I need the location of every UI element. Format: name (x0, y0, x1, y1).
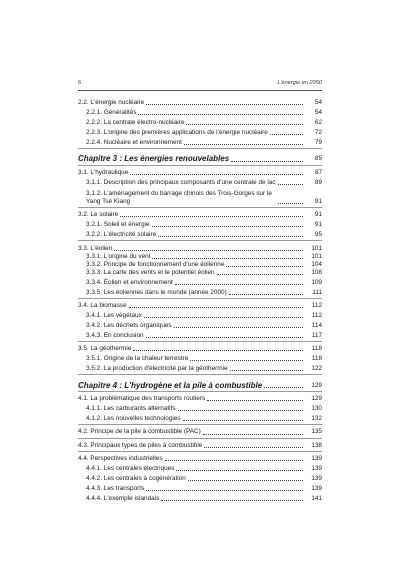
toc-entry-page: 108 (311, 268, 322, 276)
toc-dot-leader (190, 360, 303, 361)
toc-entry (78, 330, 322, 340)
toc-entry-page: 141 (311, 495, 322, 503)
toc-entry-page: 72 (314, 129, 322, 136)
toc-dot-leader (184, 144, 303, 145)
toc-entry-label: 2.2. L'énergie nucléaire (78, 99, 145, 106)
toc-entry-page: 129 (311, 395, 322, 402)
toc-entry (78, 413, 322, 423)
toc-entry-label: 3.4.1. Les végétaux (86, 311, 142, 319)
toc-dot-leader (146, 104, 303, 105)
toc-entry-page: 54 (314, 109, 322, 116)
toc-entry-label: 3.3.4. Éolien et environnement (86, 278, 173, 286)
page-number: 6 (78, 80, 82, 86)
toc-entry (78, 493, 322, 503)
toc-dot-leader (114, 250, 303, 251)
toc-entry-page: 109 (311, 278, 322, 286)
toc-entry-label: 2.2.3. L'origine des premières applications de l'énergie nucléaire (86, 129, 268, 136)
toc-dot-leader (203, 434, 303, 435)
toc-entry-page: 101 (311, 252, 322, 260)
toc-separator (78, 165, 322, 166)
toc-entry-page: 79 (314, 139, 322, 146)
toc-entry (78, 463, 322, 473)
toc-dot-leader (183, 420, 303, 421)
toc-dot-leader (161, 500, 303, 501)
toc-entry-label: 4.1.1. Les carburants alternatifs (86, 405, 176, 412)
toc-entry (78, 187, 322, 206)
toc-entry (78, 137, 322, 147)
toc-dot-leader (188, 480, 303, 481)
toc-separator (78, 391, 322, 392)
toc-entry-label: 3.1. L'hydraulique (78, 168, 129, 176)
toc-entry-page: 139 (311, 455, 322, 463)
toc-entry (78, 209, 322, 219)
toc-entry-label: 4.1. La problématique des transports routiers (78, 395, 206, 402)
toc-entry-page: 114 (311, 321, 322, 329)
toc-dot-leader (144, 317, 303, 318)
toc-chapter-entry (78, 377, 322, 390)
toc-entry-page: 117 (311, 331, 322, 339)
toc-entry (78, 300, 322, 310)
toc-entry-page: 112 (311, 311, 322, 319)
toc-entry (78, 277, 322, 287)
toc-entry-label: 3.3. L'éolien (78, 244, 113, 252)
toc-entry-label: 4.4. Perspectives industrielles (78, 455, 163, 463)
toc-separator (78, 438, 322, 439)
toc-entry (78, 353, 322, 363)
toc-entry-page: 139 (311, 485, 322, 493)
toc-entry (78, 253, 322, 261)
toc-entry-page: 139 (311, 465, 322, 473)
toc-entry-label: 4.4.2. Les centrales à cogénération (86, 475, 186, 483)
toc-entry-label: 4.4.4. L'exemple islandais (86, 495, 160, 503)
toc-entry-label: 2.2.2. La centrale électro-nucléaire (86, 119, 185, 126)
toc-dot-leader (186, 124, 303, 125)
toc-entry (78, 310, 322, 320)
toc-entry-page: 112 (311, 301, 322, 309)
toc-dot-leader (138, 114, 303, 115)
toc-entry-label: 3.4. La biomasse (78, 301, 127, 309)
toc-entry-label: 2.2.1. Généralités (86, 109, 137, 116)
toc-entry-label: 3.2.1. Soleil et énergie (86, 221, 150, 229)
running-title: L'énergie en 2050 (277, 80, 322, 86)
toc-entry-label: 3.5.2. La production d'électricité par la géothermie (86, 365, 228, 373)
toc-dot-leader (229, 294, 303, 295)
toc-entry (78, 287, 322, 297)
toc-entry (78, 403, 322, 413)
toc-dot-leader (270, 134, 303, 135)
toc-entry (78, 269, 322, 277)
toc-dot-leader (264, 387, 303, 388)
toc-entry-label: 3.4.2. Les déchets organiques (86, 321, 172, 329)
toc-separator (78, 451, 322, 452)
toc-entry-label: 3.2.2. L'électricité solaire (86, 231, 157, 239)
toc-entry (78, 177, 322, 187)
toc-entry-page: 118 (311, 355, 322, 363)
toc-separator (78, 374, 322, 375)
toc-entry-label: 3.2. Le solaire (78, 211, 119, 219)
toc-entry-label: 3.3.5. Les éoliennes dans le monde (année 2000) (86, 288, 227, 296)
toc-dot-leader (231, 161, 303, 162)
toc-entry-label: 3.1.2. L'aménagement du barrage chinois des Trois-Gorges sur le Yang Tsé Kiang (86, 189, 272, 205)
toc-entry-page: 118 (311, 345, 322, 353)
toc-dot-leader (226, 266, 303, 267)
toc-entry-page: 91 (314, 197, 322, 205)
toc-entry (78, 440, 322, 450)
toc-entry (78, 426, 322, 436)
toc-entry-label: Chapitre 4 : L'hydrogène et la pile à combustible (78, 380, 263, 390)
table-of-contents (78, 97, 322, 503)
toc-separator (78, 148, 322, 149)
toc-entry (78, 97, 322, 107)
toc-dot-leader (120, 216, 303, 217)
toc-entry-page: 132 (311, 415, 322, 422)
toc-entry-page: 101 (311, 244, 322, 252)
toc-entry-page: 130 (311, 405, 322, 412)
toc-entry-page: 89 (314, 178, 322, 186)
toc-dot-leader (129, 307, 303, 308)
toc-entry (78, 320, 322, 330)
toc-entry-label: Chapitre 3 : Les énergies renouvelables (78, 154, 230, 164)
toc-dot-leader (158, 236, 303, 237)
toc-entry-label: 3.4.3. En conclusion (86, 331, 144, 339)
toc-entry-page: 129 (311, 381, 322, 389)
toc-dot-leader (278, 184, 304, 185)
toc-dot-leader (152, 226, 303, 227)
toc-separator (78, 298, 322, 299)
toc-chapter-entry (78, 150, 322, 163)
toc-separator (78, 240, 322, 241)
toc-entry (78, 107, 322, 117)
toc-entry-page: 122 (311, 365, 322, 373)
toc-entry (78, 393, 322, 403)
toc-dot-leader (230, 370, 303, 371)
toc-dot-leader (146, 490, 303, 491)
toc-dot-leader (207, 400, 303, 401)
toc-entry-page: 91 (314, 211, 322, 219)
toc-entry (78, 167, 322, 177)
toc-entry-label: 3.3.3. La carte des vents et le potentiel éolien (86, 268, 215, 276)
toc-entry-label: 3.1.1. Description des principaux composants d'une centrale de lac (86, 178, 276, 186)
toc-entry-label: 3.3.1. L'origine du vent (86, 252, 151, 260)
toc-separator (78, 207, 322, 208)
toc-entry (78, 343, 322, 353)
toc-entry-page: 54 (314, 99, 322, 106)
toc-entry (78, 483, 322, 493)
toc-entry-label: 4.4.3. Les transports (86, 485, 145, 493)
toc-dot-leader (217, 274, 303, 275)
toc-entry-page: 62 (314, 119, 322, 126)
toc-entry (78, 229, 322, 239)
toc-entry (78, 117, 322, 127)
toc-dot-leader (165, 460, 303, 461)
toc-entry-page: 104 (311, 260, 322, 268)
header-rule (78, 90, 322, 91)
toc-entry-label: 4.3. Principaux types de piles à combustible (78, 441, 203, 449)
toc-entry-label: 4.4.1. Les centrales électriques (86, 465, 175, 473)
toc-dot-leader (133, 350, 303, 351)
toc-entry (78, 219, 322, 229)
toc-dot-leader (146, 337, 303, 338)
toc-dot-leader (175, 284, 303, 285)
toc-dot-leader (204, 447, 303, 448)
toc-entry (78, 453, 322, 463)
toc-dot-leader (178, 410, 303, 411)
toc-entry (78, 261, 322, 269)
toc-dot-leader (176, 470, 303, 471)
toc-entry-page: 87 (314, 168, 322, 176)
toc-entry-label: 4.2. Principe de la pile à combustible (PAC) (78, 428, 201, 436)
toc-entry-page: 111 (312, 288, 322, 296)
toc-dot-leader (152, 258, 303, 259)
toc-entry (78, 363, 322, 373)
toc-entry (78, 473, 322, 483)
toc-entry-page: 139 (311, 475, 322, 483)
toc-entry-page: 85 (314, 155, 322, 163)
toc-dot-leader (174, 327, 303, 328)
toc-entry-page: 91 (314, 221, 322, 229)
toc-entry (78, 127, 322, 137)
toc-entry-label: 3.5.1. Origine de la chaleur terrestre (86, 355, 189, 363)
toc-entry-label: 2.2.4. Nucléaire et environnement (86, 139, 182, 146)
toc-entry-label: 3.3.2. Principe de fonctionnement d'une éolienne (86, 260, 225, 268)
toc-entry-page: 138 (311, 441, 322, 449)
toc-separator (78, 424, 322, 425)
toc-dot-leader (278, 203, 303, 204)
toc-entry-page: 135 (311, 428, 322, 436)
toc-entry-page: 95 (314, 231, 322, 239)
toc-dot-leader (130, 174, 303, 175)
toc-entry-label: 4.1.2. Les nouvelles technologies (86, 415, 181, 422)
toc-entry-label: 3.5. La géothermie (78, 345, 132, 353)
running-header (78, 80, 322, 90)
toc-entry (78, 243, 322, 253)
toc-separator (78, 341, 322, 342)
